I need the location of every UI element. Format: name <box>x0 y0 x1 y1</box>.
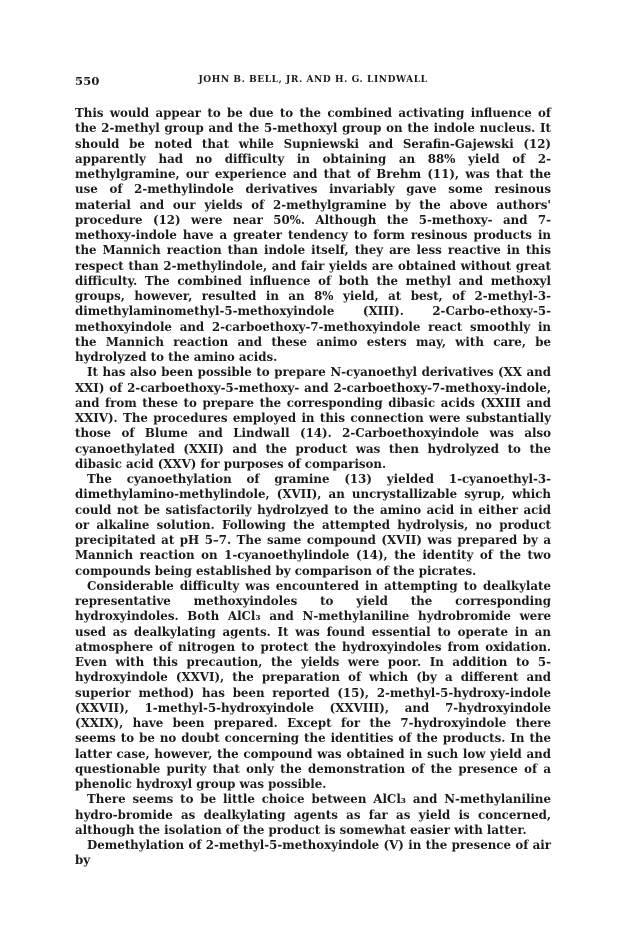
page-number: 550 <box>75 74 100 88</box>
paragraph: This would appear to be due to the combined activating influence of the 2-methyl group and the 5-methoxyl group on the indole nucleus. It should be noted that while Supniewski and Serafin-Gajewski (12) apparently had no difficulty in obtaining an 88% yield of 2-methylgramine, our experience and that of Brehm (11), was that the use of 2-methylindole derivatives invariably gave some resinous material and our yields of 2-methylgramine by the above authors' procedure (12) were near 50%. Although the 5-methoxy- and 7-methoxy-indole have a greater tendency to form resinous products in the Mannich reaction than indole itself, they are less reactive in this respect than 2-methylindole, and fair yields are obtained without great difficulty. The combined influence of both the methyl and methoxyl groups, however, resulted in an 8% yield, at best, of 2-methyl-3-dimethylaminomethyl-5-methoxyindole (XIII). 2-Carbo-ethoxy-5-methoxyindole and 2-carboethoxy-7-methoxyindole react smoothly in the Mannich reaction and these animo esters may, with care, be hydrolyzed to the amino acids. <box>75 106 551 364</box>
body-text <box>75 106 551 869</box>
paragraph: Demethylation of 2-methyl-5-methoxyindole (V) in the presence of air by <box>75 838 551 868</box>
paragraph: The cyanoethylation of gramine (13) yielded 1-cyanoethyl-3-dimethylamino-methylindole, (XVII), an uncrystallizable syrup, which could not be satisfactorily hydrolzyed to the amino acid in either acid or alkaline solution. Following the attempted hydrolysis, no product precipitated at pH 5–7. The same compound (XVII) was prepared by a Mannich reaction on 1-cyanoethylindole (14), the identity of the two compounds being established by comparison of the picrates. <box>75 472 551 578</box>
paragraph: It has also been possible to prepare N-cyanoethyl derivatives (XX and XXI) of 2-carboethoxy-5-methoxy- and 2-carboethoxy-7-methoxy-indole, and from these to prepare the corresponding dibasic acids (XXIII and XXIV). The procedures employed in this connection were substantially those of Blume and Lindwall (14). 2-Carboethoxyindole was also cyanoethylated (XXII) and the product was then hydrolyzed to the dibasic acid (XXV) for purposes of comparison. <box>75 365 551 471</box>
paragraph: There seems to be little choice between AlCl₃ and N-methylaniline hydro-bromide as dealkylating agents as far as yield is concerned, although the isolation of the product is somewhat easier with latter. <box>75 792 551 837</box>
page-header <box>75 74 551 90</box>
paragraph: Considerable difficulty was encountered in attempting to dealkylate representative methoxyindoles to yield the corresponding hydroxyindoles. Both AlCl₃ and N-methylaniline hydrobromide were used as dealkylating agents. It was found essential to operate in an atmosphere of nitrogen to protect the hydroxyindoles from oxidation. Even with this precaution, the yields were poor. In addition to 5-hydroxyindole (XXVI), the preparation of which (by a different and superior method) has been reported (15), 2-methyl-5-hydroxy-indole (XXVII), 1-methyl-5-hydroxyindole (XXVIII), and 7-hydroxyindole (XXIX), have been prepared. Except for the 7-hydroxyindole there seems to be no doubt concerning the identities of the products. In the latter case, however, the compound was obtained in such low yield and questionable purity that only the demonstration of the presence of a phenolic hydroxyl group was possible. <box>75 578 551 791</box>
running-head: JOHN B. BELL, JR. AND H. G. LINDWALL <box>198 75 428 85</box>
